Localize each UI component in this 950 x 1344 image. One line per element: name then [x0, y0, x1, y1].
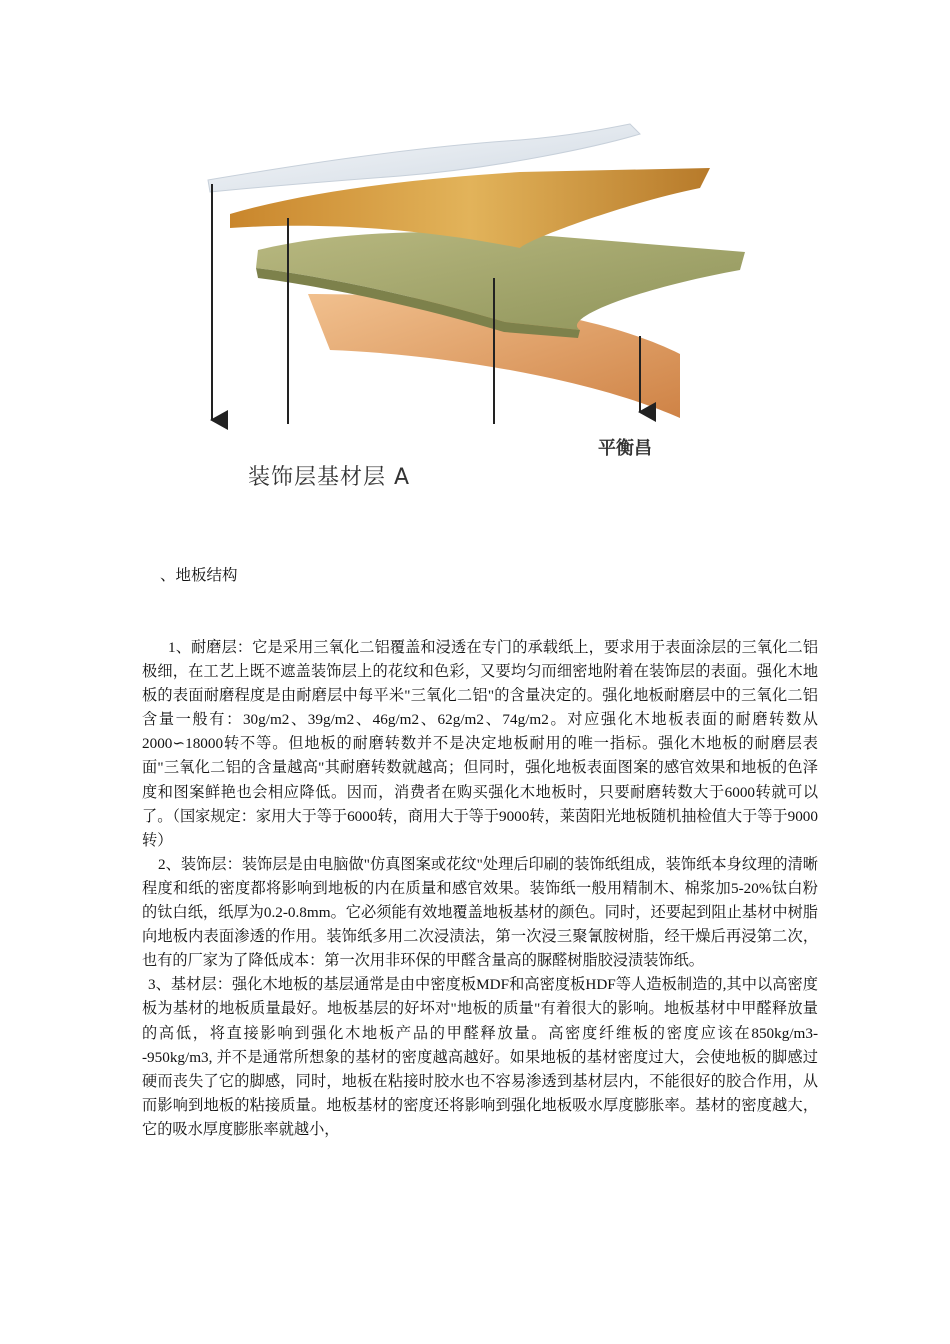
- paragraph-base-layer: 3、基材层：强化木地板的基层通常是由中密度板MDF和高密度板HDF等人造板制造的,其中以高密度板为基材的地板质量最好。地板基层的好坏对"地板的质量"有着很大的影响。地板基材中甲醛释放量的高低，将直接影响到强化木地板产品的甲醛释放量。高密度纤维板的密度应该在850kg/m3--950kg/m3, 并不是通常所想象的基材的密度越高越好。如果地板的基材密度过大，会使地板的脚感过硬而丧失了它的脚感，同时，地板在粘接时胶水也不容易渗透到基材层内，不能很好的胶合作用，从而影响到地板的粘接质量。地板基材的密度还将影响到强化地板吸水厚度膨胀率。基材的密度越大，它的吸水厚度膨胀率就越小，: [142, 976, 818, 1138]
- paragraph-wear-layer: 1、耐磨层：它是采用三氧化二铝覆盖和浸透在专门的承载纸上，要求用于表面涂层的三氧化二铝极细，在工艺上既不遮盖装饰层上的花纹和色彩，又要均匀而细密地附着在装饰层的表面。强化木地板的表面耐磨程度是由耐磨层中每平米"三氧化二铝"的含量决定的。强化地板耐磨层中的三氧化二铝含量一般有：30g/m2、39g/m2、46g/m2、62g/m2、74g/m2。对应强化木地板表面的耐磨转数从2000∽18000转不等。但地板的耐磨转数并不是决定地板耐用的唯一指标。强化木地板的耐磨层表面"三氧化二铝的含量越高"其耐磨转数就越高；但同时，强化地板表面图案的感官效果和地板的色泽度和图案鲜艳也会相应降低。因而，消费者在购买强化木地板时，只要耐磨转数大于6000转就可以了。（国家规定：家用大于等于6000转，商用大于等于9000转，莱茵阳光地板随机抽检值大于等于9000转）: [142, 639, 818, 849]
- figure-label-right: 平衡昌: [598, 438, 652, 459]
- paragraph-decor-layer: 2、装饰层：装饰层是由电脑做"仿真图案或花纹"处理后印刷的装饰纸组成，装饰纸本身纹理的清晰程度和纸的密度都将影响到地板的内在质量和感官效果。装饰纸一般用精制木、棉浆加5-20%钛白粉的钛白纸，纸厚为0.2-0.8mm。它必须能有效地覆盖地板基材的颜色。同时，还要起到阻止基材中树脂向地板内表面渗透的作用。装饰纸多用二次浸渍法，第一次浸三聚氰胺树脂，经干燥后再浸第二次，也有的厂家为了降低成本：第一次用非环保的甲醛含量高的脲醛树脂胶浸渍装饰纸。: [142, 855, 818, 970]
- section-heading: 、地板结构: [160, 567, 238, 584]
- body-text: [142, 636, 818, 1142]
- floor-structure-diagram: [200, 118, 760, 498]
- figure-label-left: 装饰层基材层 A: [248, 465, 411, 490]
